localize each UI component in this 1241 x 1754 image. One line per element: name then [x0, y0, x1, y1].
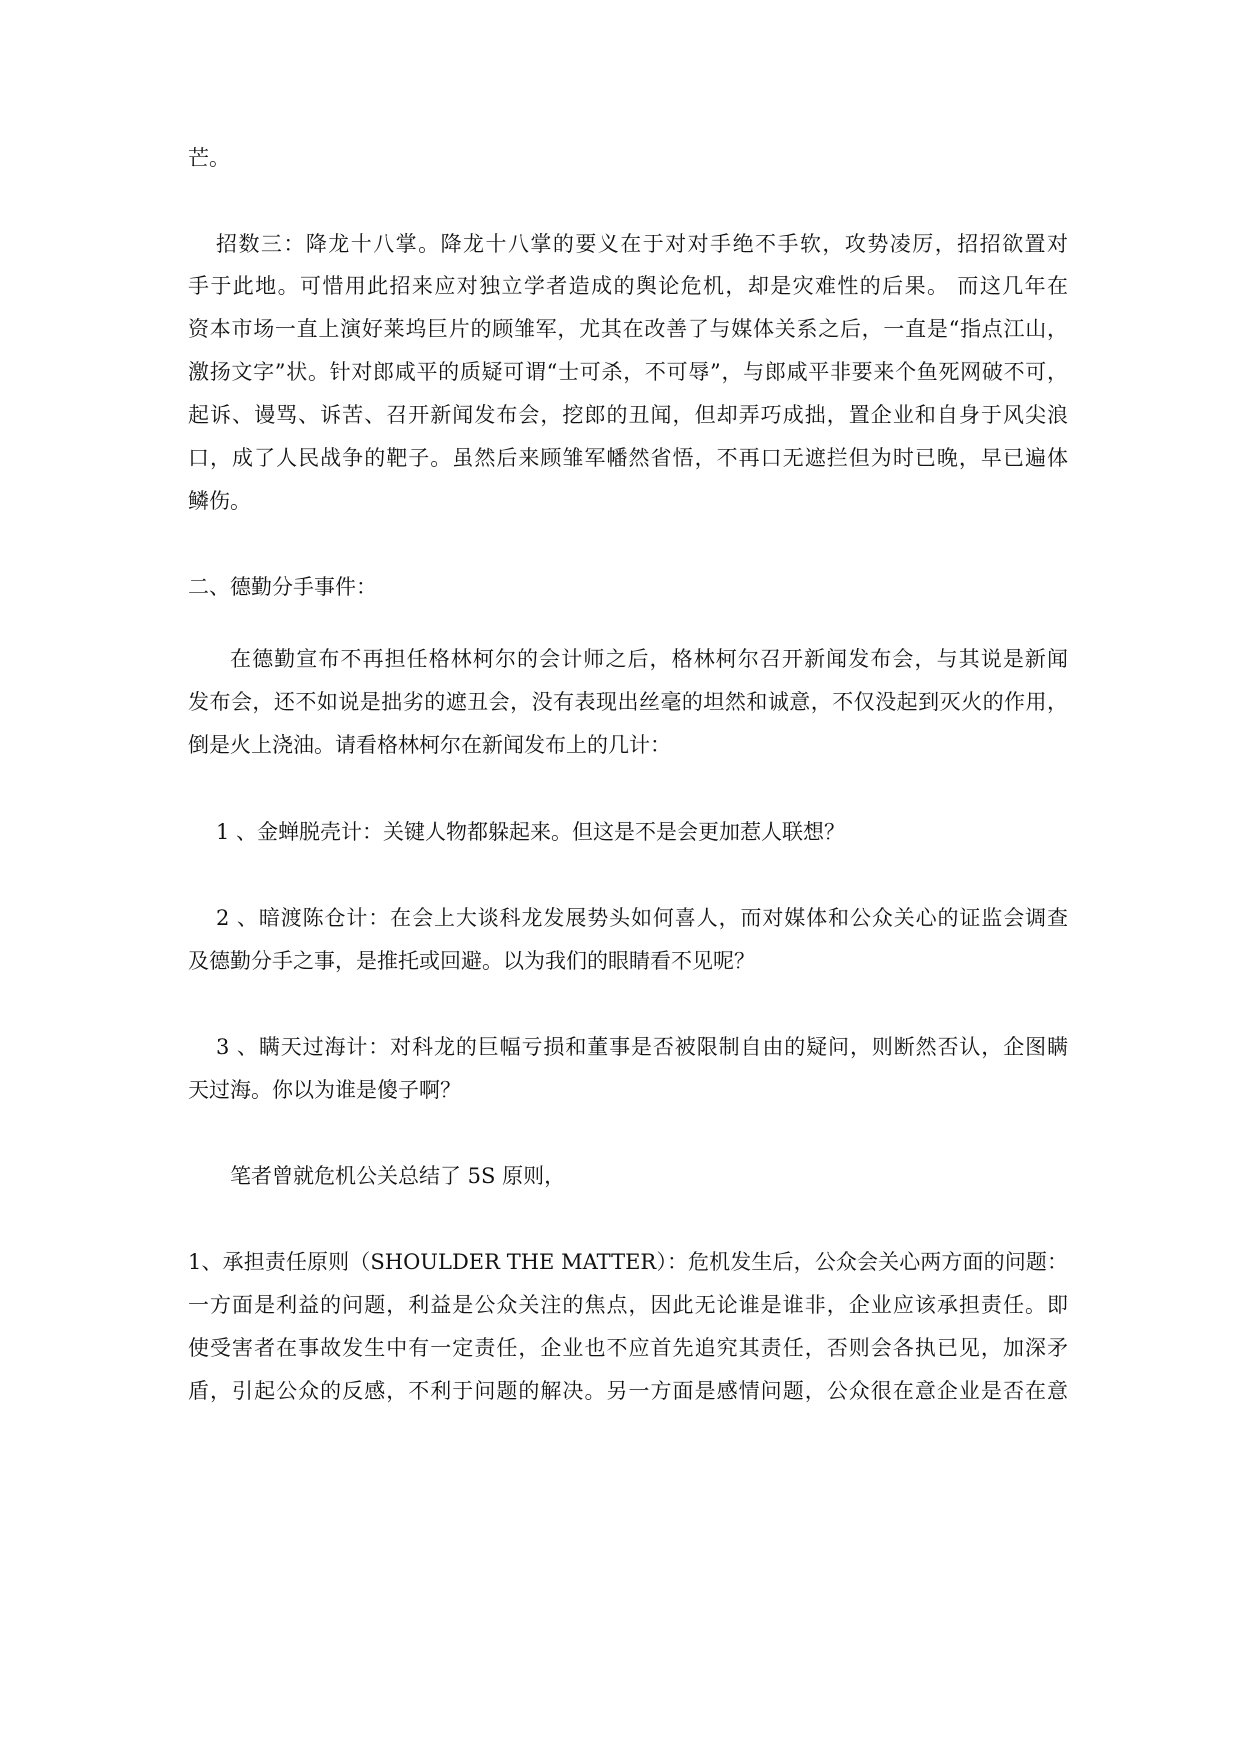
paragraph-deloitte-line-1: 在德勤宣布不再担任格林柯尔的会计师之后，格林柯尔召开新闻发布会，与其说是新闻	[230, 647, 1068, 671]
paragraph-move-three-line-6: 口，成了人民战争的靶子。虽然后来顾雏军幡然省悟，不再口无遮拦但为时已晚，早已遍体	[188, 446, 1068, 470]
paragraph-shoulder-line-1: 1、承担责任原则（SHOULDER THE MATTER）：危机发生后，公众会关心两方面的问题：	[188, 1250, 1068, 1274]
paragraph-shoulder-line-4: 盾，引起公众的反感，不利于问题的解决。另一方面是感情问题，公众很在意企业是否在意	[188, 1379, 1068, 1403]
list-item-1: 1 、金蝉脱壳计：关键人物都躲起来。但这是不是会更加惹人联想？	[216, 820, 846, 844]
paragraph-move-three-line-4: 激扬文字”状。针对郎咸平的质疑可谓“士可杀，不可辱”，与郎咸平非要来个鱼死网破不可，	[188, 360, 1068, 384]
paragraph-move-three-line-1: 招数三：降龙十八掌。降龙十八掌的要义在于对对手绝不手软，攻势凌厉，招招欲置对	[216, 232, 1068, 256]
list-item-2-line-2: 及德勤分手之事，是推托或回避。以为我们的眼睛看不见呢？	[188, 949, 755, 973]
paragraph-shoulder-line-3: 使受害者在事故发生中有一定责任，企业也不应首先追究其责任，否则会各执已见，加深矛	[188, 1336, 1068, 1360]
paragraph-move-three-line-7: 鳞伤。	[188, 489, 251, 513]
list-item-3-line-1: 3 、瞒天过海计：对科龙的巨幅亏损和董事是否被限制自由的疑问，则断然否认，企图瞒	[216, 1035, 1068, 1059]
section-heading-deloitte: 二、德勤分手事件：	[188, 575, 377, 599]
paragraph-move-three-line-2: 手于此地。可惜用此招来应对独立学者造成的舆论危机，却是灾难性的后果。 而这几年在	[188, 274, 1068, 298]
paragraph-5s-intro: 笔者曾就危机公关总结了 5S 原则，	[230, 1164, 566, 1188]
paragraph-move-three-line-5: 起诉、谩骂、诉苦、召开新闻发布会，挖郎的丑闻，但却弄巧成拙，置企业和自身于风尖浪	[188, 403, 1068, 427]
list-item-3-line-2: 天过海。你以为谁是傻子啊？	[188, 1078, 461, 1102]
paragraph-move-three-line-3: 资本市场一直上演好莱坞巨片的顾雏军，尤其在改善了与媒体关系之后，一直是“指点江山，	[188, 317, 1068, 341]
text-line-continuation: 芒。	[188, 146, 230, 170]
paragraph-shoulder-line-2: 一方面是利益的问题，利益是公众关注的焦点，因此无论谁是谁非，企业应该承担责任。即	[188, 1293, 1068, 1317]
paragraph-deloitte-line-2: 发布会，还不如说是拙劣的遮丑会，没有表现出丝毫的坦然和诚意，不仅没起到灭火的作用，	[188, 690, 1068, 714]
list-item-2-line-1: 2 、暗渡陈仓计：在会上大谈科龙发展势头如何喜人，而对媒体和公众关心的证监会调查	[216, 906, 1068, 930]
paragraph-deloitte-line-3: 倒是火上浇油。请看格林柯尔在新闻发布上的几计：	[188, 733, 671, 757]
